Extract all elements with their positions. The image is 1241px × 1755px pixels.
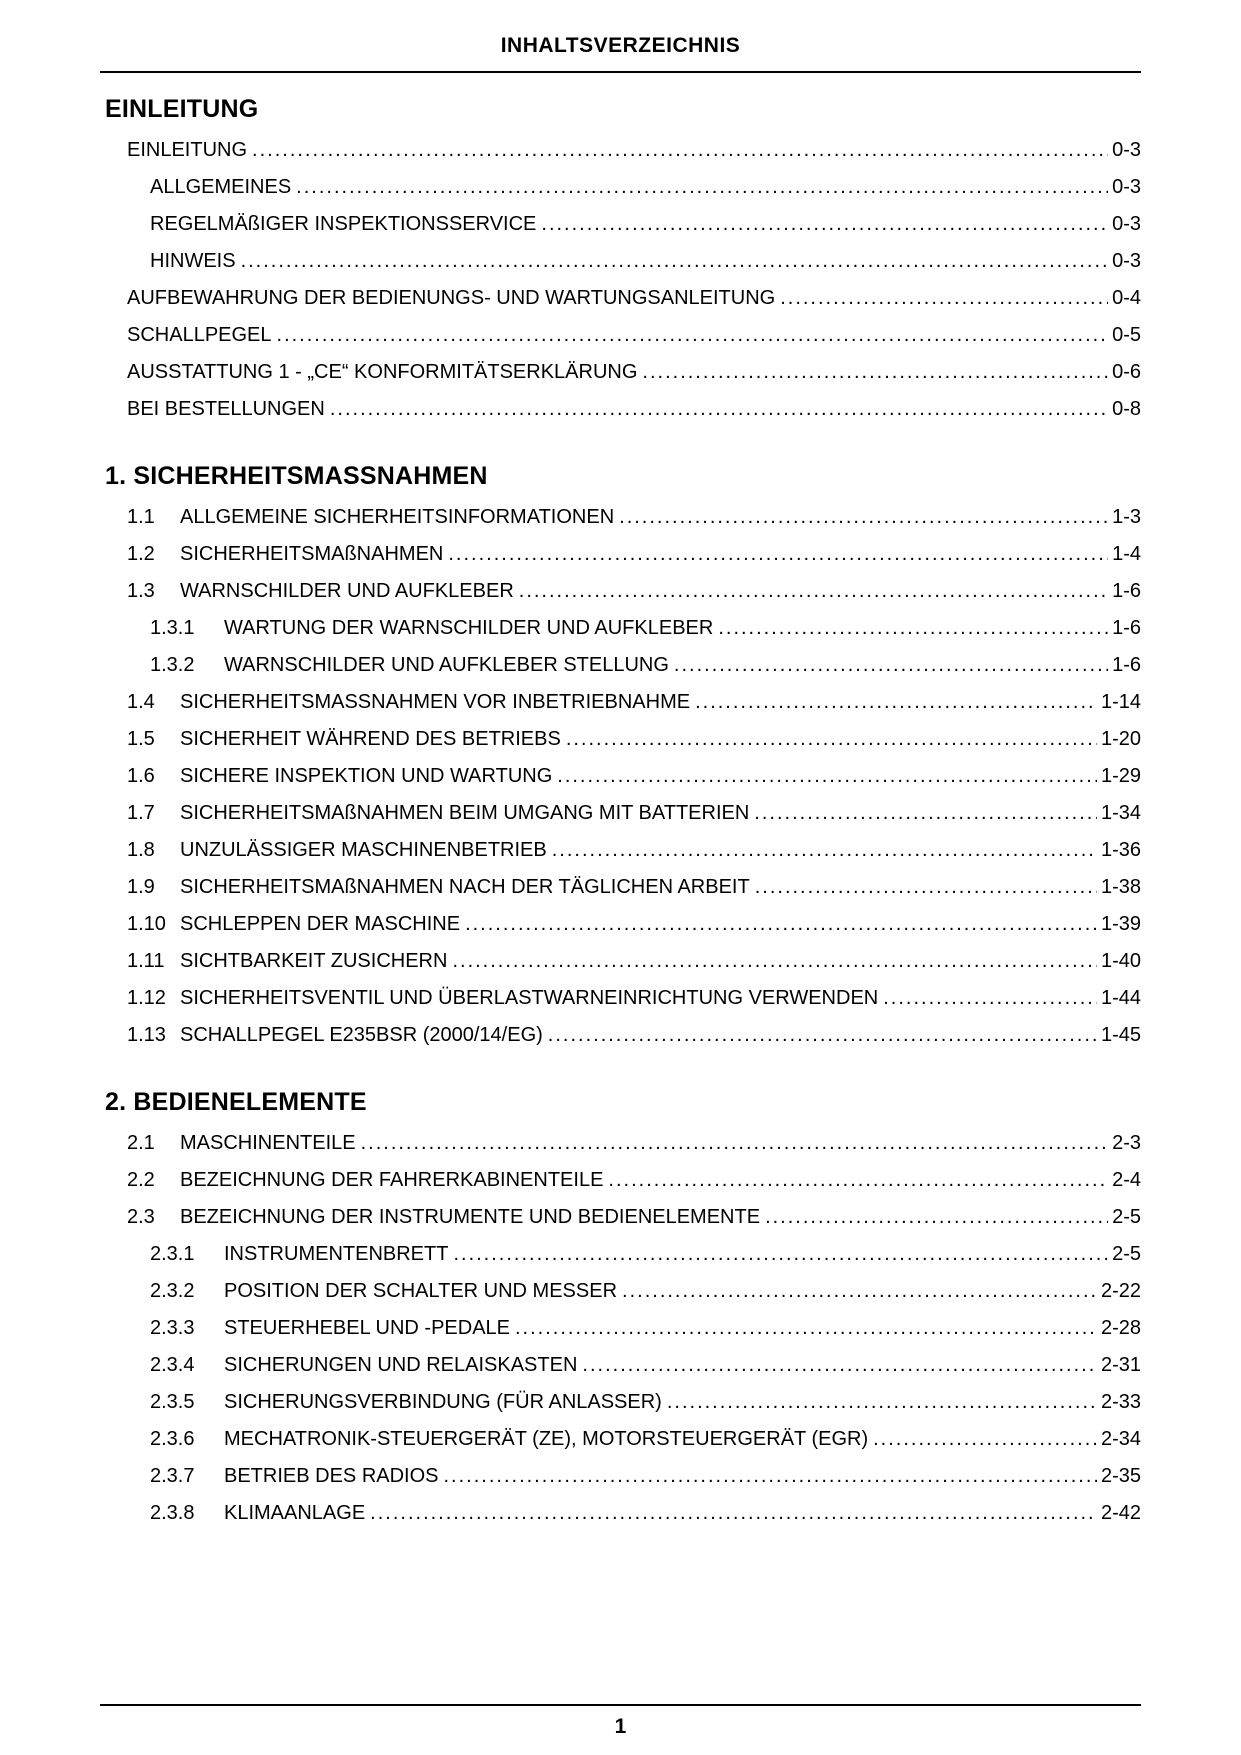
entry-page: 0-3 bbox=[1112, 250, 1141, 272]
entry-number: 2.3.8 bbox=[150, 1502, 195, 1524]
entry-number: 1.11 bbox=[127, 950, 165, 972]
entry-label: MECHATRONIK-STEUERGERÄT (ZE), MOTORSTEUERGERÄT (EGR) bbox=[224, 1428, 869, 1450]
dot-leader bbox=[465, 913, 1097, 936]
entry-number: 1.13 bbox=[127, 1024, 166, 1046]
entry-number: 1.8 bbox=[127, 839, 155, 861]
entry-number: 1.2 bbox=[127, 543, 155, 565]
entry-number: 1.6 bbox=[127, 765, 155, 787]
entry-number: 1.3.1 bbox=[150, 617, 195, 639]
entry-label: POSITION DER SCHALTER UND MESSER bbox=[224, 1280, 618, 1302]
toc-entry bbox=[100, 1125, 1141, 1162]
toc-entry bbox=[100, 1495, 1141, 1532]
toc-entry bbox=[100, 280, 1141, 317]
entry-label: WARNSCHILDER UND AUFKLEBER STELLUNG bbox=[224, 654, 669, 676]
entry-number: 1.10 bbox=[127, 913, 166, 935]
entry-page: 2-42 bbox=[1100, 1502, 1141, 1524]
entry-page: 1-39 bbox=[1100, 913, 1141, 935]
toc-entry bbox=[100, 573, 1141, 610]
entry-label: SICHERHEITSVENTIL UND ÜBERLASTWARNEINRICHTUNG VERWENDEN bbox=[180, 987, 879, 1009]
dot-leader bbox=[883, 987, 1097, 1010]
dot-leader bbox=[330, 398, 1108, 421]
entry-label: SICHERHEITSMASSNAHMEN VOR INBETRIEBNAHME bbox=[180, 691, 691, 713]
toc-entry bbox=[100, 354, 1141, 391]
dot-leader bbox=[519, 580, 1108, 603]
entry-number: 1.3 bbox=[127, 580, 155, 602]
dot-leader bbox=[873, 1428, 1097, 1451]
entry-label: BEZEICHNUNG DER INSTRUMENTE UND BEDIENELEMENTE bbox=[180, 1206, 761, 1228]
toc-entry bbox=[100, 243, 1141, 280]
dot-leader bbox=[548, 1024, 1097, 1047]
entry-label: SCHALLPEGEL bbox=[127, 324, 272, 346]
footer-page-number: 1 bbox=[614, 1715, 627, 1738]
section-heading: EINLEITUNG bbox=[105, 95, 259, 123]
dot-leader bbox=[718, 617, 1108, 640]
entry-label: AUFBEWAHRUNG DER BEDIENUNGS- UND WARTUNGSANLEITUNG bbox=[127, 287, 776, 309]
entry-page: 0-3 bbox=[1112, 176, 1141, 198]
entry-number: 2.3.7 bbox=[150, 1465, 195, 1487]
entry-page: 1-3 bbox=[1112, 506, 1141, 528]
entry-number: 1.1 bbox=[127, 506, 155, 528]
entry-page: 0-3 bbox=[1112, 139, 1141, 161]
entry-label: BEI BESTELLUNGEN bbox=[127, 398, 325, 420]
entry-number: 2.3.6 bbox=[150, 1428, 195, 1450]
toc-entry bbox=[100, 610, 1141, 647]
dot-leader bbox=[452, 950, 1097, 973]
page-footer bbox=[100, 1704, 1141, 1739]
toc-entry bbox=[100, 647, 1141, 684]
toc-entry bbox=[100, 206, 1141, 243]
dot-leader bbox=[780, 287, 1108, 310]
entry-page: 1-34 bbox=[1100, 802, 1141, 824]
dot-leader bbox=[755, 876, 1097, 899]
entry-page: 2-4 bbox=[1112, 1169, 1141, 1191]
entry-page: 2-3 bbox=[1112, 1132, 1141, 1154]
toc-entry bbox=[100, 832, 1141, 869]
entry-number: 1.9 bbox=[127, 876, 155, 898]
entry-label: WARTUNG DER WARNSCHILDER UND AUFKLEBER bbox=[224, 617, 714, 639]
entry-page: 0-6 bbox=[1112, 361, 1141, 383]
dot-leader bbox=[695, 691, 1097, 714]
dot-leader bbox=[541, 213, 1108, 236]
toc-entry bbox=[100, 499, 1141, 536]
dot-leader bbox=[754, 802, 1097, 825]
section-heading: 2. BEDIENELEMENTE bbox=[105, 1088, 367, 1116]
entry-page: 1-44 bbox=[1100, 987, 1141, 1009]
entry-page: 2-34 bbox=[1100, 1428, 1141, 1450]
toc-entry bbox=[100, 869, 1141, 906]
entry-page: 1-6 bbox=[1112, 617, 1141, 639]
toc-entry bbox=[100, 1199, 1141, 1236]
entry-label: BEZEICHNUNG DER FAHRERKABINENTEILE bbox=[180, 1169, 604, 1191]
entry-label: SICHERUNGSVERBINDUNG (FÜR ANLASSER) bbox=[224, 1391, 662, 1413]
entry-number: 1.4 bbox=[127, 691, 155, 713]
dot-leader bbox=[557, 765, 1097, 788]
toc-entry bbox=[100, 1236, 1141, 1273]
toc-entry bbox=[100, 1162, 1141, 1199]
entry-number: 1.5 bbox=[127, 728, 155, 750]
toc-entry bbox=[100, 795, 1141, 832]
entry-page: 0-5 bbox=[1112, 324, 1141, 346]
entry-page: 1-45 bbox=[1100, 1024, 1141, 1046]
dot-leader bbox=[622, 1280, 1097, 1303]
page-title: INHALTSVERZEICHNIS bbox=[100, 34, 1141, 73]
entry-page: 1-6 bbox=[1112, 580, 1141, 602]
entry-page: 1-6 bbox=[1112, 654, 1141, 676]
entry-page: 2-33 bbox=[1100, 1391, 1141, 1413]
dot-leader bbox=[277, 324, 1109, 347]
entry-page: 1-40 bbox=[1100, 950, 1141, 972]
entry-number: 2.3.1 bbox=[150, 1243, 195, 1265]
entry-label: UNZULÄSSIGER MASCHINENBETRIEB bbox=[180, 839, 547, 861]
entry-label: KLIMAANLAGE bbox=[224, 1502, 366, 1524]
entry-label: SICHERHEIT WÄHREND DES BETRIEBS bbox=[180, 728, 561, 750]
entry-number: 1.7 bbox=[127, 802, 155, 824]
toc-section bbox=[100, 95, 1141, 428]
entry-label: MASCHINENTEILE bbox=[180, 1132, 356, 1154]
entry-page: 2-22 bbox=[1100, 1280, 1141, 1302]
entry-number: 2.3 bbox=[127, 1206, 155, 1228]
entry-page: 1-38 bbox=[1100, 876, 1141, 898]
dot-leader bbox=[765, 1206, 1108, 1229]
entry-label: AUSSTATTUNG 1 - „CE“ KONFORMITÄTSERKLÄRUNG bbox=[127, 361, 638, 383]
toc-entry bbox=[100, 317, 1141, 354]
entry-number: 2.3.3 bbox=[150, 1317, 195, 1339]
toc-entry bbox=[100, 721, 1141, 758]
entry-number: 1.12 bbox=[127, 987, 166, 1009]
entry-page: 1-14 bbox=[1100, 691, 1141, 713]
toc-entry bbox=[100, 758, 1141, 795]
dot-leader bbox=[252, 139, 1108, 162]
entry-label: INSTRUMENTENBRETT bbox=[224, 1243, 449, 1265]
toc-entry bbox=[100, 1458, 1141, 1495]
toc-sections bbox=[100, 95, 1141, 1532]
toc-entry bbox=[100, 169, 1141, 206]
entry-label: HINWEIS bbox=[150, 250, 236, 272]
entry-label: SICHERHEITSMAßNAHMEN NACH DER TÄGLICHEN ARBEIT bbox=[180, 876, 750, 898]
toc-entry bbox=[100, 1017, 1141, 1054]
entry-number: 2.2 bbox=[127, 1169, 155, 1191]
toc-entry bbox=[100, 684, 1141, 721]
entry-label: STEUERHEBEL UND -PEDALE bbox=[224, 1317, 510, 1339]
dot-leader bbox=[453, 1243, 1108, 1266]
toc-entry bbox=[100, 1310, 1141, 1347]
entry-page: 0-3 bbox=[1112, 213, 1141, 235]
toc-entry bbox=[100, 391, 1141, 428]
dot-leader bbox=[444, 1465, 1097, 1488]
dot-leader bbox=[674, 654, 1108, 677]
entry-page: 2-5 bbox=[1112, 1206, 1141, 1228]
toc-section bbox=[100, 1088, 1141, 1532]
entry-label: ALLGEMEINE SICHERHEITSINFORMATIONEN bbox=[180, 506, 615, 528]
dot-leader bbox=[552, 839, 1097, 862]
toc-entry bbox=[100, 1347, 1141, 1384]
dot-leader bbox=[667, 1391, 1097, 1414]
entry-number: 2.3.2 bbox=[150, 1280, 195, 1302]
dot-leader bbox=[370, 1502, 1097, 1525]
dot-leader bbox=[619, 506, 1108, 529]
entry-label: ALLGEMEINES bbox=[150, 176, 292, 198]
toc-entry bbox=[100, 943, 1141, 980]
toc-entry bbox=[100, 906, 1141, 943]
entry-page: 1-4 bbox=[1112, 543, 1141, 565]
entry-label: SICHERHEITSMAßNAHMEN BEIM UMGANG MIT BATTERIEN bbox=[180, 802, 750, 824]
entry-page: 1-29 bbox=[1100, 765, 1141, 787]
section-heading: 1. SICHERHEITSMASSNAHMEN bbox=[105, 462, 488, 490]
dot-leader bbox=[241, 250, 1109, 273]
entry-label: SICHTBARKEIT ZUSICHERN bbox=[180, 950, 448, 972]
entry-page: 2-5 bbox=[1112, 1243, 1141, 1265]
dot-leader bbox=[515, 1317, 1097, 1340]
dot-leader bbox=[361, 1132, 1109, 1155]
entry-page: 1-20 bbox=[1100, 728, 1141, 750]
entry-label: SICHERE INSPEKTION UND WARTUNG bbox=[180, 765, 553, 787]
toc-entry bbox=[100, 1421, 1141, 1458]
entry-page: 2-35 bbox=[1100, 1465, 1141, 1487]
entry-label: EINLEITUNG bbox=[127, 139, 248, 161]
toc-entry bbox=[100, 980, 1141, 1017]
toc-entry bbox=[100, 536, 1141, 573]
entry-label: SICHERUNGEN UND RELAISKASTEN bbox=[224, 1354, 578, 1376]
entry-page: 2-28 bbox=[1100, 1317, 1141, 1339]
entry-number: 2.3.4 bbox=[150, 1354, 195, 1376]
toc-entry bbox=[100, 132, 1141, 169]
dot-leader bbox=[566, 728, 1097, 751]
entry-label: SCHLEPPEN DER MASCHINE bbox=[180, 913, 461, 935]
dot-leader bbox=[296, 176, 1108, 199]
entry-label: SICHERHEITSMAßNAHMEN bbox=[180, 543, 444, 565]
entry-page: 1-36 bbox=[1100, 839, 1141, 861]
entry-label: SCHALLPEGEL E235BSR (2000/14/EG) bbox=[180, 1024, 543, 1046]
entry-label: WARNSCHILDER UND AUFKLEBER bbox=[180, 580, 514, 602]
toc-entry bbox=[100, 1273, 1141, 1310]
toc-section bbox=[100, 462, 1141, 1054]
dot-leader bbox=[448, 543, 1108, 566]
toc-entry bbox=[100, 1384, 1141, 1421]
entry-page: 0-4 bbox=[1112, 287, 1141, 309]
dot-leader bbox=[608, 1169, 1108, 1192]
dot-leader bbox=[642, 361, 1108, 384]
entry-label: REGELMÄßIGER INSPEKTIONSSERVICE bbox=[150, 213, 537, 235]
entry-number: 2.3.5 bbox=[150, 1391, 195, 1413]
entry-page: 0-8 bbox=[1112, 398, 1141, 420]
entry-number: 2.1 bbox=[127, 1132, 155, 1154]
dot-leader bbox=[582, 1354, 1097, 1377]
entry-page: 2-31 bbox=[1100, 1354, 1141, 1376]
entry-number: 1.3.2 bbox=[150, 654, 195, 676]
entry-label: BETRIEB DES RADIOS bbox=[224, 1465, 439, 1487]
